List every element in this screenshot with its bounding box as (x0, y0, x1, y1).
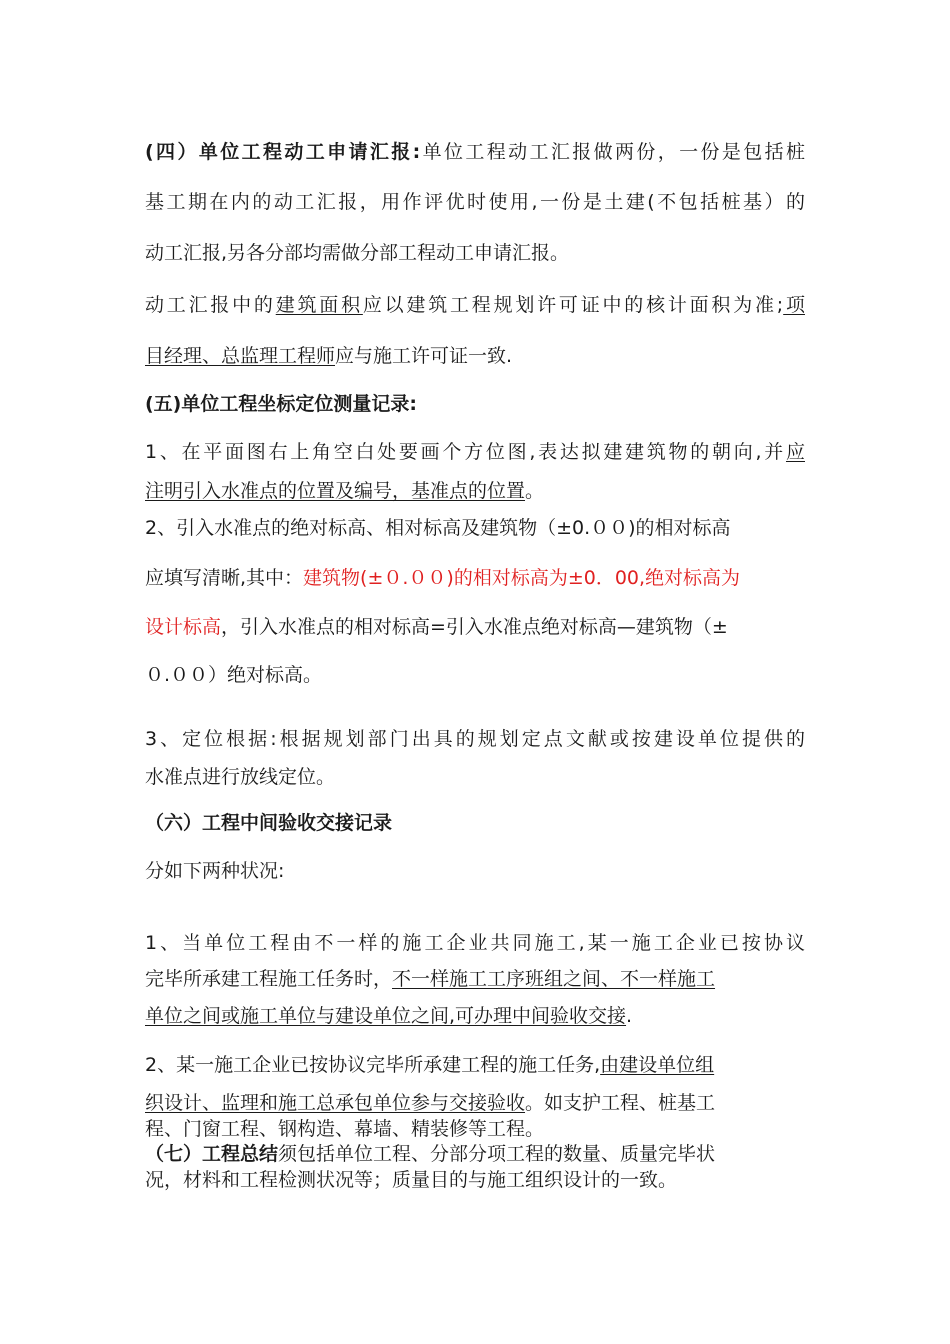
underlined-text: 由建设单位组 (600, 1054, 715, 1076)
s5-item-1-line-1 (145, 437, 805, 464)
s6-item-2-line-2 (145, 1088, 805, 1115)
s6-intro: 分如下两种状况: (145, 860, 285, 882)
text: . (626, 1005, 633, 1027)
s4-line-4 (145, 290, 805, 317)
s7-line-1 (145, 1139, 805, 1166)
s6-item-1-line-1: 1、当单位工程由不一样的施工企业共同施工,某一施工企业已按协议 (145, 932, 805, 954)
underlined-text: 建筑面积 (275, 294, 363, 316)
text: 1、在平面图右上角空白处要画个方位图,表达拟建建筑物的朝向,并 (145, 441, 786, 463)
s5-item-2-line-2 (145, 563, 805, 590)
text: 应填写清晰,其中： (145, 567, 304, 589)
s6-heading: （六）工程中间验收交接记录 (145, 812, 393, 834)
s4-line-1 (145, 137, 805, 164)
underlined-text: 注明引入水准点的位置及编号，基准点的位置 (145, 480, 526, 502)
underlined-text: 项 (783, 294, 805, 316)
s5-item-1-line-2 (145, 476, 805, 503)
s5-item-3-line-1: 3、定位根据:根据规划部门出具的规划定点文献或按建设单位提供的 (145, 728, 805, 750)
red-text: 建筑物(±０.００)的相对标高为±0．00,绝对标高为 (303, 567, 741, 589)
s6-item-1-line-2 (145, 964, 805, 991)
red-text: 设计标高 (145, 616, 222, 638)
s4-line-3: 动工汇报,另各分部均需做分部工程动工申请汇报。 (145, 242, 570, 264)
text: 动工汇报中的 (145, 294, 276, 316)
s5-item-3-line-2: 水准点进行放线定位。 (145, 766, 336, 788)
text: 。 (525, 480, 545, 502)
underlined-text: 应 (785, 441, 805, 463)
s6-item-2-line-1 (145, 1050, 805, 1077)
s6-item-1-line-3 (145, 1001, 805, 1028)
s4-heading: (四）单位工程动工申请汇报: (145, 141, 421, 163)
text: 应与施工许可证一致. (335, 345, 513, 367)
underlined-text: 织设计、监理和施工总承包单位参与交接验收 (145, 1092, 526, 1114)
text: 。如支护工程、桩基工 (525, 1092, 716, 1114)
text: 2、某一施工企业已按协议完毕所承建工程的施工任务, (145, 1054, 601, 1076)
s7-line-2: 况，材料和工程检测状况等；质量目的与施工组织设计的一致。 (145, 1169, 678, 1191)
s6-item-2-line-3: 程、门窗工程、钢构造、幕墙、精装修等工程。 (145, 1118, 545, 1140)
text: ，引入水准点的相对标高=引入水准点绝对标高—建筑物（± (221, 616, 728, 638)
s4-line-5 (145, 341, 805, 368)
s5-item-2-line-1: 2、引入水准点的绝对标高、相对标高及建筑物（±0.００)的相对标高 (145, 517, 731, 539)
text: 须包括单位工程、分部分项工程的数量、质量完毕状 (278, 1143, 716, 1165)
underlined-text: 单位之间或施工单位与建设单位之间,可办理中间验收交接 (145, 1005, 627, 1027)
s5-item-2-line-3 (145, 612, 805, 639)
underlined-text: 目经理、总监理工程师 (145, 345, 336, 367)
s7-heading: （七）工程总结 (145, 1143, 279, 1165)
s4-text: 单位工程动工汇报做两份，一份是包括桩 (420, 141, 805, 163)
text: 完毕所承建工程施工任务时， (145, 968, 393, 990)
s5-heading: (五)单位工程坐标定位测量记录: (145, 393, 417, 415)
s5-item-2-line-4: ０.００）绝对标高。 (145, 664, 323, 686)
s4-line-2: 基工期在内的动工汇报，用作评优时使用,一份是土建(不包括桩基）的 (145, 191, 805, 213)
text: 应以建筑工程规划许可证中的核计面积为准; (362, 294, 784, 316)
underlined-text: 不一样施工工序班组之间、不一样施工 (392, 968, 716, 990)
